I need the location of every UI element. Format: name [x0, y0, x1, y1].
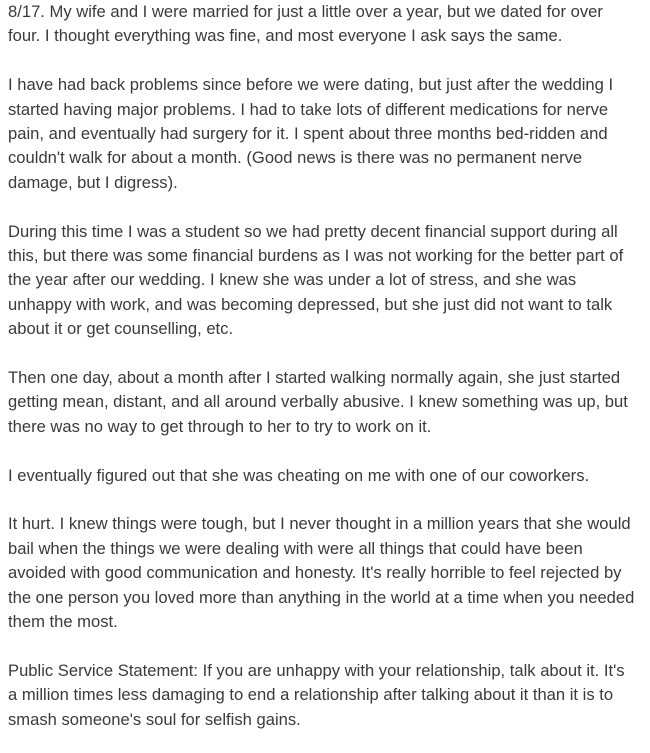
paragraph-7: Public Service Statement: If you are unhappy with your relationship, talk about it. It's a million times less damaging to end a relationship after talking about it than it is to smash someone's soul for selfish gains. — [8, 660, 625, 729]
paragraph-4: Then one day, about a month after I started walking normally again, she just started getting mean, distant, and all around verbally abusive. I knew something was up, but there was no way to get through to her to try to work on it. — [8, 368, 628, 436]
paragraph-6: It hurt. I knew things were tough, but I never thought in a million years that she would bail when the things we were dealing with were all things that could have been avoided with good communication and honesty. It's really horrible to feel rejected by the one person you loved more than anything in the world at a time when you needed them the most. — [8, 514, 635, 632]
paragraph-5: I eventually figured out that she was cheating on me with one of our coworkers. — [8, 465, 590, 485]
paragraph-1: 8/17. My wife and I were married for just a little over a year, but we dated for over four. I thought everything was fine, and most everyone I ask says the same. — [8, 2, 603, 46]
paragraph-2: I have had back problems since before we were dating, but just after the wedding I started having major problems. I had to take lots of different medications for nerve pain, and eventually had surgery for it. I spent about three months bed-ridden and couldn't walk for about a month. (Good news is there was no permanent nerve damage, but I digress). — [8, 75, 614, 192]
paragraph-3: During this time I was a student so we had pretty decent financial support during all this, but there was some financial burdens as I was not working for the better part of the year after our wedding. I knew she was under a lot of stress, and she was unhappy with work, and was becoming depressed, but she just did not want to talk about it or get counselling, etc. — [8, 221, 624, 339]
